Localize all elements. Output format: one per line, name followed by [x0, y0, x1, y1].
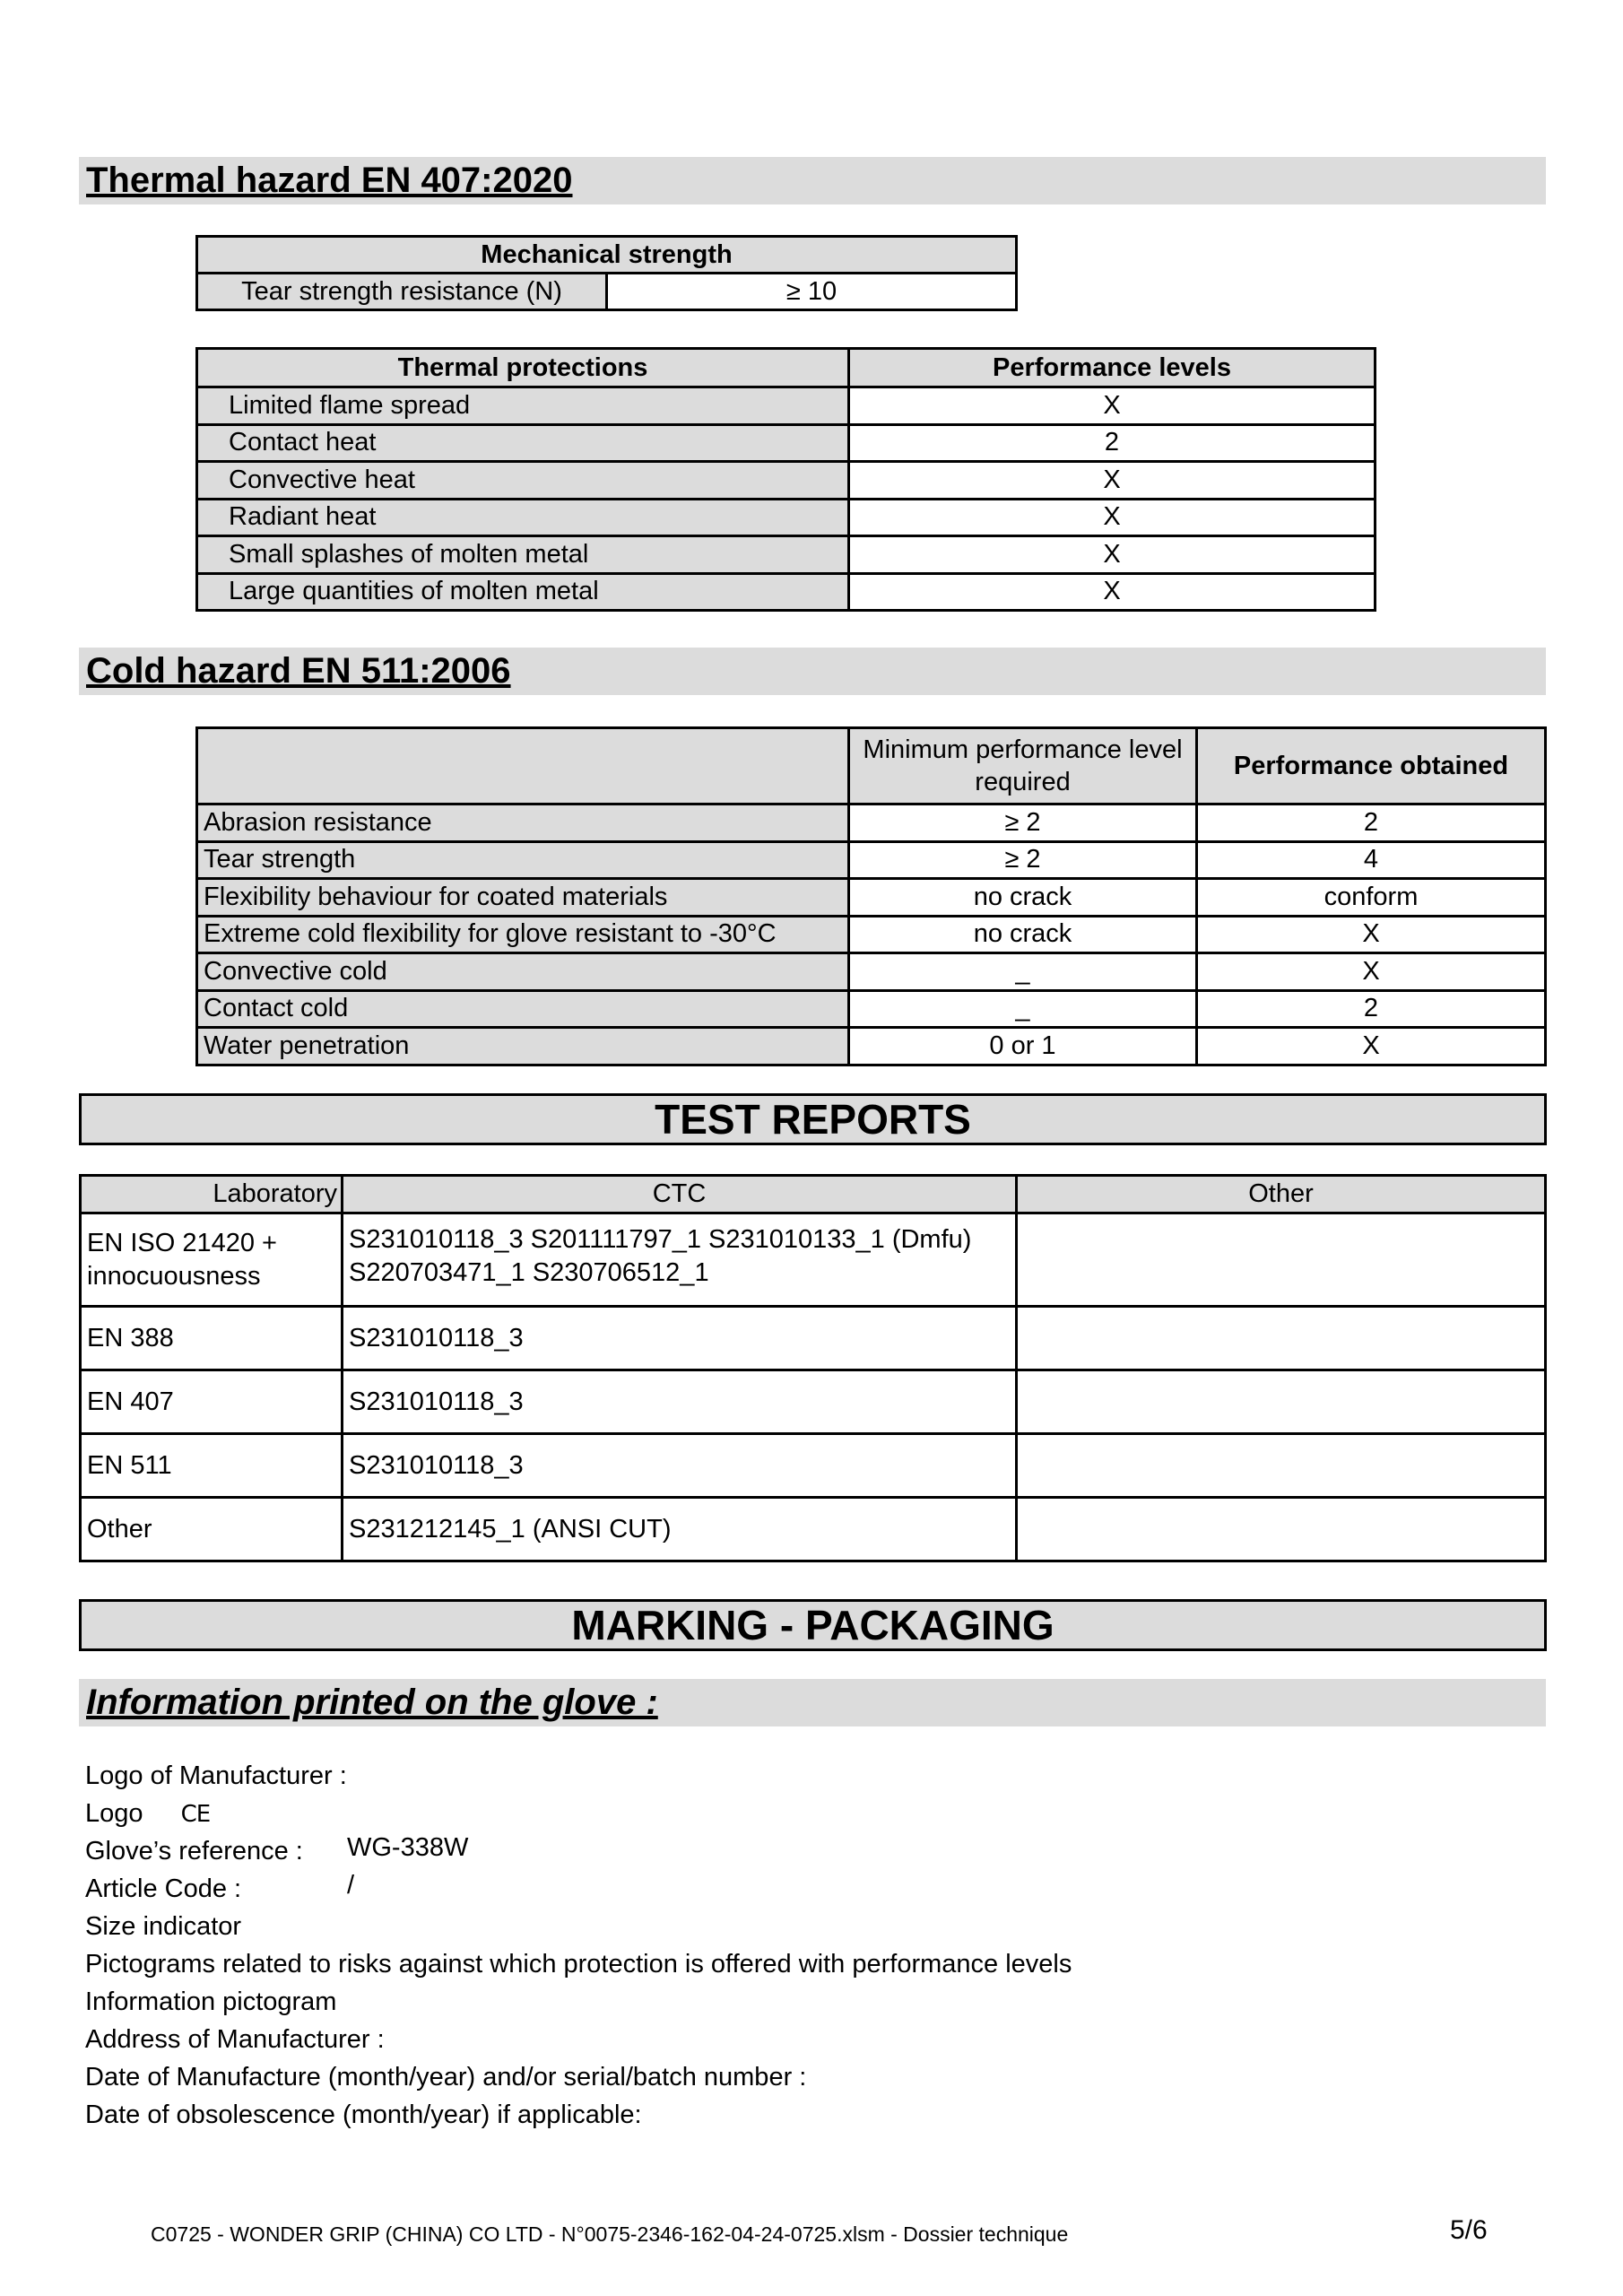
- table-row: [81, 1213, 1546, 1307]
- table-row: [197, 916, 1546, 953]
- row-obtained: 2: [1197, 990, 1546, 1028]
- min-performance-header: Minimum performance level required: [849, 728, 1197, 804]
- row-label: EN 511: [81, 1434, 343, 1498]
- row-other: [1017, 1434, 1546, 1498]
- row-ctc: S231212145_1 (ANSI CUT): [343, 1498, 1017, 1561]
- cold-section-band: [79, 648, 1546, 695]
- row-obtained: 2: [1197, 804, 1546, 842]
- laboratory-header: Laboratory: [81, 1176, 343, 1213]
- row-obtained: 4: [1197, 841, 1546, 879]
- other-header: Other: [1017, 1176, 1546, 1213]
- row-label: Water penetration: [197, 1028, 849, 1065]
- table-row: [81, 1434, 1546, 1498]
- cold-section-title: Cold hazard EN 511:2006: [86, 651, 511, 691]
- row-obtained: X: [1197, 953, 1546, 991]
- row-label: EN ISO 21420 + innocuousness: [81, 1213, 343, 1307]
- table-row: [81, 1370, 1546, 1434]
- row-min: no crack: [849, 916, 1197, 953]
- date-manufacture-line: Date of Manufacture (month/year) and/or serial/batch number :: [85, 2063, 807, 2092]
- mechanical-strength-header: Mechanical strength: [197, 237, 1017, 274]
- row-label: Contact heat: [197, 424, 849, 462]
- glove-reference-value: WG-338W: [347, 1833, 469, 1862]
- row-other: [1017, 1370, 1546, 1434]
- row-obtained: X: [1197, 916, 1546, 953]
- row-min: 0 or 1: [849, 1028, 1197, 1065]
- performance-obtained-header: Performance obtained: [1197, 728, 1546, 804]
- table-row: [197, 536, 1376, 574]
- mechanical-strength-table: [195, 235, 1018, 311]
- cold-empty-header: [197, 728, 849, 804]
- row-min: ≥ 2: [849, 841, 1197, 879]
- table-row: [197, 424, 1376, 462]
- thermal-section-title: Thermal hazard EN 407:2020: [86, 161, 573, 200]
- ce-mark-icon: CE: [180, 1801, 211, 1828]
- logo-line: [85, 1795, 210, 1833]
- tear-strength-label: Tear strength resistance (N): [197, 274, 607, 310]
- test-reports-table: [79, 1174, 1547, 1562]
- cold-hazard-table: [195, 726, 1547, 1066]
- row-value: 2: [849, 424, 1376, 462]
- row-label: Extreme cold flexibility for glove resistant to -30°C: [197, 916, 849, 953]
- row-value: X: [849, 573, 1376, 611]
- row-obtained: conform: [1197, 879, 1546, 917]
- table-row: [197, 462, 1376, 500]
- row-label: Other: [81, 1498, 343, 1561]
- table-row: [81, 1307, 1546, 1370]
- marking-subtitle-band: [79, 1679, 1546, 1726]
- performance-levels-header: Performance levels: [849, 349, 1376, 387]
- row-ctc: S231010118_3: [343, 1434, 1017, 1498]
- table-row: [197, 1028, 1546, 1065]
- row-label: Large quantities of molten metal: [197, 573, 849, 611]
- test-reports-title: TEST REPORTS: [79, 1093, 1547, 1145]
- row-other: [1017, 1498, 1546, 1561]
- row-ctc: S231010118_3 S201111797_1 S231010133_1 (Dmfu) S220703471_1 S230706512_1: [343, 1213, 1017, 1307]
- logo-label: Logo: [85, 1799, 143, 1828]
- row-obtained: X: [1197, 1028, 1546, 1065]
- row-label: Small splashes of molten metal: [197, 536, 849, 574]
- row-value: X: [849, 499, 1376, 536]
- row-label: EN 388: [81, 1307, 343, 1370]
- row-label: Tear strength: [197, 841, 849, 879]
- ctc-header: CTC: [343, 1176, 1017, 1213]
- row-value: X: [849, 536, 1376, 574]
- row-min: no crack: [849, 879, 1197, 917]
- row-label: Radiant heat: [197, 499, 849, 536]
- table-row: [197, 804, 1546, 842]
- table-row: [197, 387, 1376, 425]
- row-ctc: S231010118_3: [343, 1370, 1017, 1434]
- row-min: _: [849, 953, 1197, 991]
- glove-reference-label: Glove’s reference :: [85, 1837, 303, 1866]
- marking-packaging-title: MARKING - PACKAGING: [79, 1599, 1547, 1651]
- row-label: Abrasion resistance: [197, 804, 849, 842]
- table-row: [197, 573, 1376, 611]
- table-row: [197, 841, 1546, 879]
- thermal-protections-table: [195, 347, 1376, 612]
- table-row: [197, 879, 1546, 917]
- table-row: [197, 499, 1376, 536]
- row-ctc: S231010118_3: [343, 1307, 1017, 1370]
- table-row: [197, 953, 1546, 991]
- table-row: [81, 1498, 1546, 1561]
- marking-subtitle: Information printed on the glove :: [86, 1683, 658, 1722]
- pictograms-line: Pictograms related to risks against which protection is offered with performance levels: [85, 1950, 1072, 1979]
- row-min: _: [849, 990, 1197, 1028]
- footer-text: C0725 - WONDER GRIP (CHINA) CO LTD - N°0075-2346-162-04-24-0725.xlsm - Dossier technique: [151, 2222, 1069, 2246]
- table-row: [197, 990, 1546, 1028]
- row-label: Convective heat: [197, 462, 849, 500]
- page-number: 5/6: [1450, 2215, 1488, 2245]
- row-min: ≥ 2: [849, 804, 1197, 842]
- thermal-protections-header: Thermal protections: [197, 349, 849, 387]
- thermal-section-band: [79, 157, 1546, 204]
- address-line: Address of Manufacturer :: [85, 2025, 385, 2054]
- date-obsolescence-line: Date of obsolescence (month/year) if applicable:: [85, 2100, 642, 2129]
- logo-manufacturer-line: Logo of Manufacturer :: [85, 1761, 347, 1790]
- row-label: Contact cold: [197, 990, 849, 1028]
- row-label: Flexibility behaviour for coated materials: [197, 879, 849, 917]
- row-label: EN 407: [81, 1370, 343, 1434]
- article-code-value: /: [347, 1871, 355, 1900]
- row-other: [1017, 1213, 1546, 1307]
- row-value: X: [849, 462, 1376, 500]
- row-other: [1017, 1307, 1546, 1370]
- size-indicator-line: Size indicator: [85, 1912, 242, 1941]
- tear-strength-value: ≥ 10: [607, 274, 1017, 310]
- row-label: Limited flame spread: [197, 387, 849, 425]
- row-label: Convective cold: [197, 953, 849, 991]
- row-value: X: [849, 387, 1376, 425]
- info-pictogram-line: Information pictogram: [85, 1987, 337, 2016]
- article-code-label: Article Code :: [85, 1874, 242, 1903]
